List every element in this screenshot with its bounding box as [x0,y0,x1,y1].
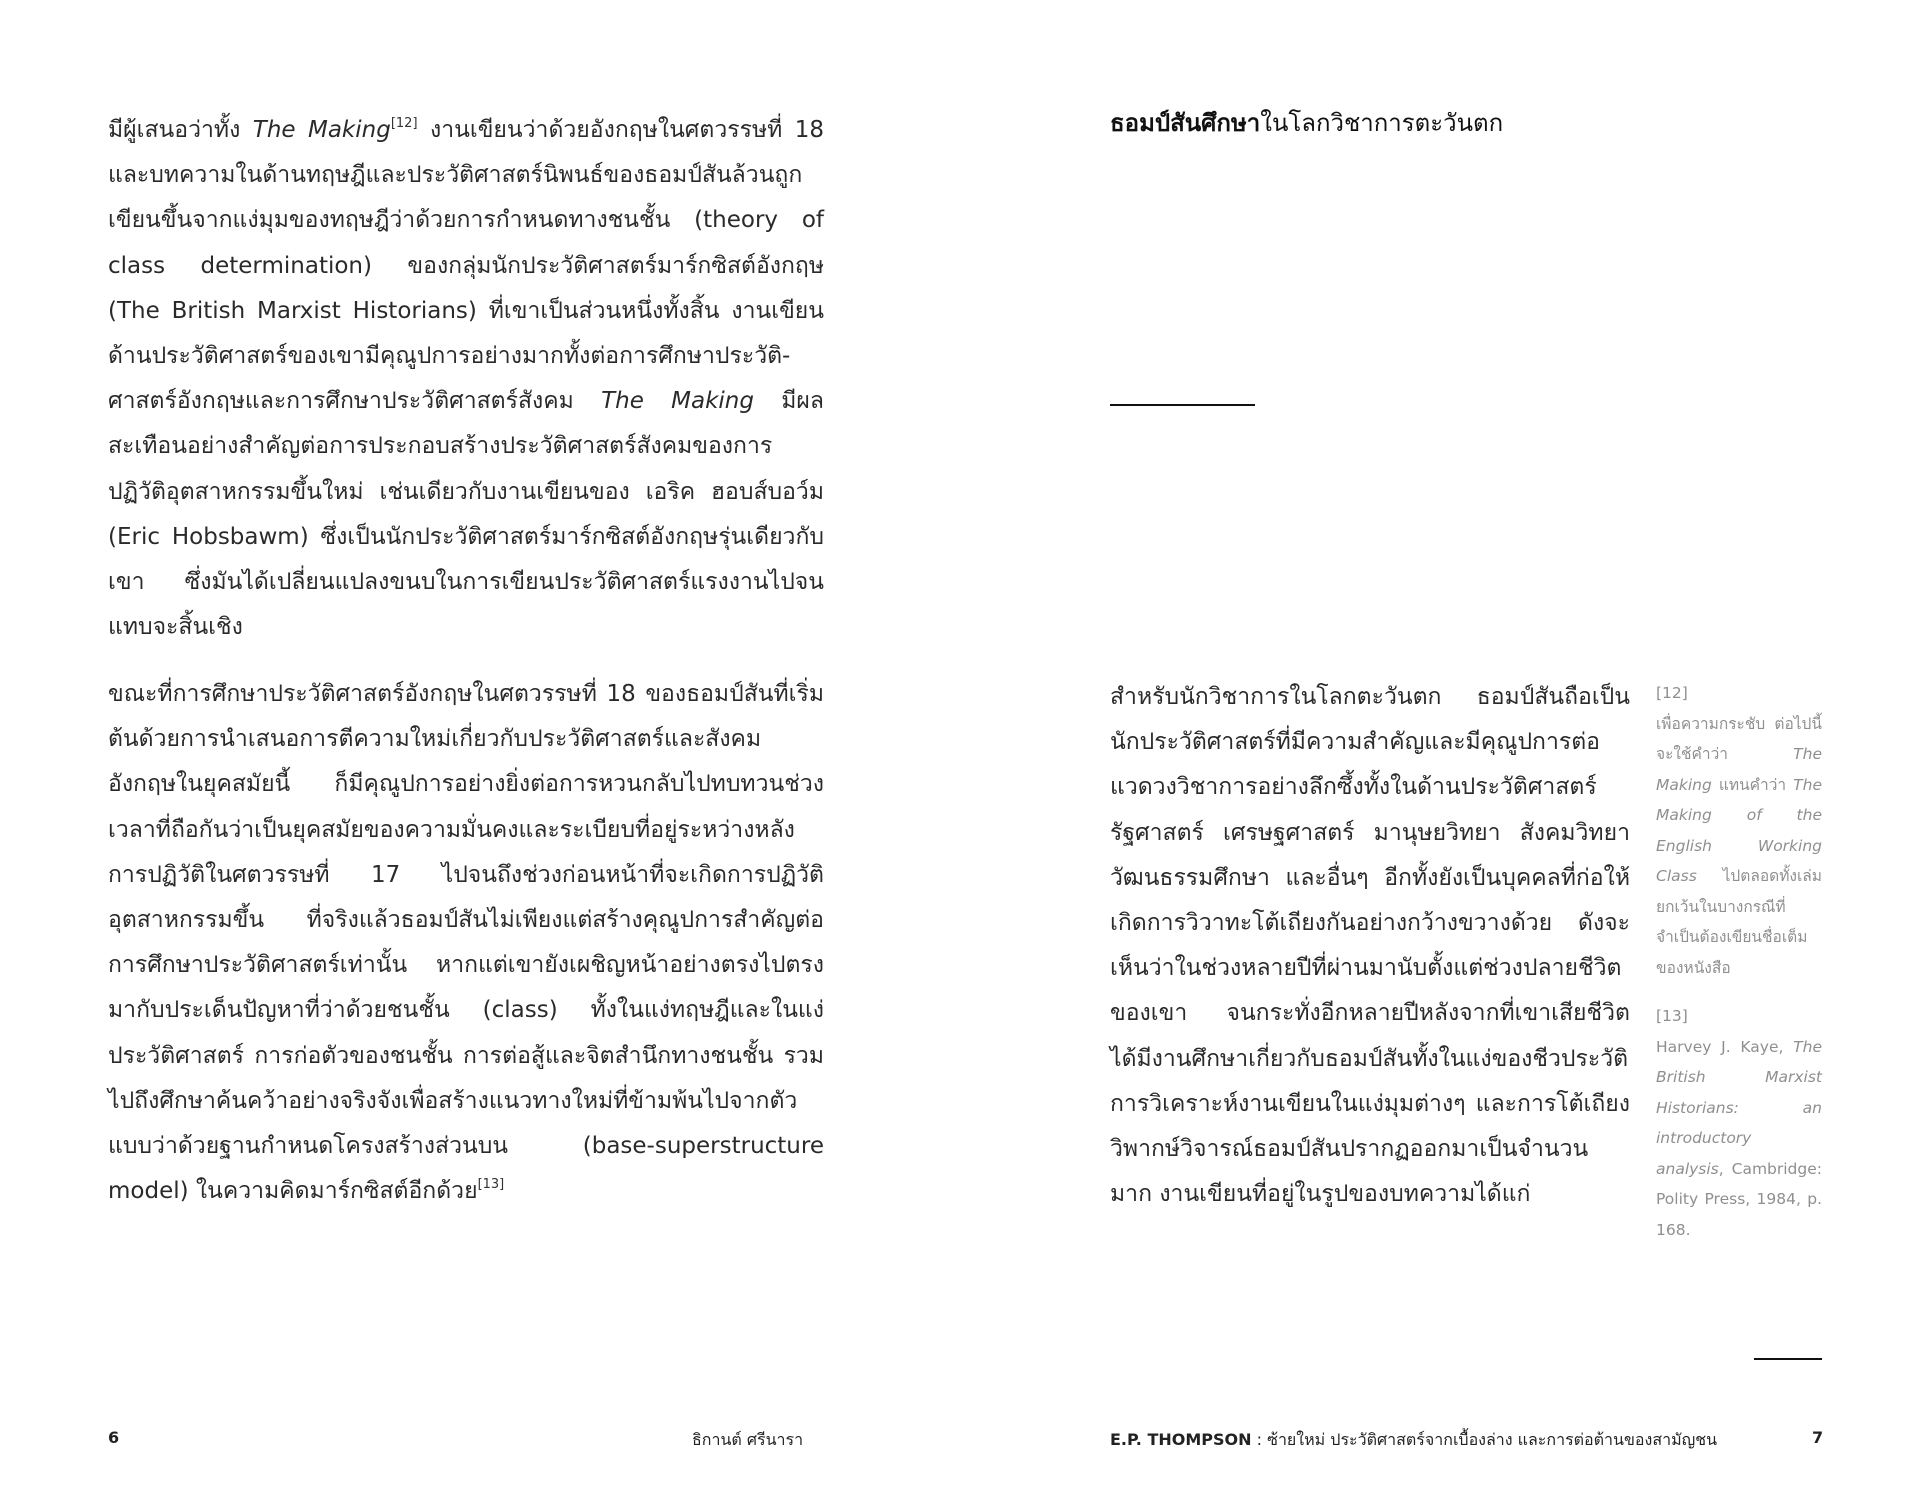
footnote-text: Harvey J. Kaye, [1656,1037,1794,1056]
footnote-13 [1656,1001,1822,1245]
book-title-italic: The Making [601,388,754,415]
paragraph-text: มีผลสะเทือนอย่างสำคัญต่อการประกอบสร้างประวัติศาสตร์สังคมของการปฏิวัติอุตสาหกรรมขึ้นใหม่ เช่นเดียวกับงานเขียนของ เอริค ฮอบส์บอว์ม (Eric Hobsbawm) ซึ่งเป็นนักประวัติศาสตร์มาร์กซิสต์อังกฤษรุ่นเดียวกับเขา ซึ่งมันได้เปลี่ยนแปลงขนบในการเขียนประวัติศาสตร์แรงงานไปจนแทบจะสิ้นเชิง [108,388,824,641]
paragraph-text: ขณะที่การศึกษาประวัติศาสตร์อังกฤษในศตวรรษที่ 18 ของธอมป์สันที่เริ่มต้นด้วยการนำเสนอการตีความใหม่เกี่ยวกับประวัติศาสตร์และสังคมอังกฤษในยุคสมัยนี้ ก็มีคุณูปการอย่างยิ่งต่อการหวนกลับไปทบทวนช่วงเวลาที่ถือกันว่าเป็นยุคสมัยของความมั่นคงและระเบียบที่อยู่ระหว่างหลังการปฏิวัติในศตวรรษที่ 17 ไปจนถึงช่วงก่อนหน้าที่จะเกิดการปฏิวัติอุตสาหกรรมขึ้น ที่จริงแล้วธอมป์สันไม่เพียงแต่สร้างคุณูปการสำคัญต่อการศึกษาประวัติศาสตร์เท่านั้น หากแต่เขายังเผชิญหน้าอย่างตรงไปตรงมากับประเด็นปัญหาที่ว่าด้วยชนชั้น (class) ทั้งในแง่ทฤษฎีและในแง่ประวัติศาสตร์ การก่อตัวของชนชั้น การต่อสู้และจิตสำนึกทางชนชั้น รวมไปถึงศึกษาค้นคว้าอย่างจริงจังเพื่อสร้างแนวทางใหม่ที่ข้ามพ้นไปจากตัวแบบว่าด้วยฐานกำหนดโครงสร้างส่วนบน (base-superstructure model) ในความคิดมาร์กซิสต์อีกด้วย [108,681,824,1205]
running-footer-book-subtitle: : ซ้ายใหม่ ประวัติศาสตร์จากเบื้องล่าง และการต่อต้านของสามัญชน [1251,1430,1718,1449]
footnote-ref-13[interactable]: [13] [477,1177,505,1193]
sidenotes [1656,678,1822,1263]
section-title-bold: ธอมป์สันศึกษา [1110,109,1261,137]
body-paragraph-1 [108,108,824,650]
section-rule [1110,404,1255,406]
footnote-italic: The Making of the English Working Class [1656,775,1822,885]
footnote-italic: The British Marxist Historians: an introductory analysis [1656,1037,1822,1178]
footnote-number: [12] [1656,684,1688,702]
body-paragraph-2 [108,672,824,1214]
running-footer-book [1110,1428,1717,1453]
footnote-italic: The Making [1656,745,1822,794]
notes-end-rule [1754,1358,1822,1360]
body-paragraph-3 [1110,675,1630,1217]
paragraph-text: งานเขียนว่าด้วยอังกฤษในศตวรรษที่ 18 และบทความในด้านทฤษฎีและประวัติศาสตร์นิพนธ์ของธอมป์สันล้วนถูกเขียนขึ้นจากแง่มุมของทฤษฎีว่าด้วยการกำหนดทางชนชั้น (theory of class determination) ของกลุ่มนักประวัติศาสตร์มาร์กซิสต์อังกฤษ (The British Marxist Historians) ที่เขาเป็นส่วนหนึ่งทั้งสิ้น งานเขียนด้านประวัติศาสตร์ของเขามีคุณูปการอย่างมากทั้งต่อการศึกษาประวัติ-ศาสตร์อังกฤษและการศึกษาประวัติศาสตร์สังคม [108,117,824,415]
running-footer-book-name: E.P. THOMPSON [1110,1430,1252,1449]
footnote-text: , Cambridge: Polity Press, 1984, p. 168. [1656,1159,1822,1239]
section-title-rest: ในโลกวิชาการตะวันตก [1260,109,1504,137]
footnote-text: ไปตลอดทั้งเล่ม ยกเว้นในบางกรณีที่จำเป็นต้องเขียนชื่อเต็มของหนังสือ [1656,867,1822,977]
paragraph-text: สำหรับนักวิชาการในโลกตะวันตก ธอมป์สันถือเป็นนักประวัติศาสตร์ที่มีความสำคัญและมีคุณูปการต่อแวดวงวิชาการอย่างลึกซึ้งทั้งในด้านประวัติศาสตร์ รัฐศาสตร์ เศรษฐศาสตร์ มานุษยวิทยา สังคมวิทยา วัฒนธรรมศึกษา และอื่นๆ อีกทั้งยังเป็นบุคคลที่ก่อให้เกิดการวิวาทะโต้เถียงกันอย่างกว้างขวางด้วย ดังจะเห็นว่าในช่วงหลายปีที่ผ่านมานับตั้งแต่ช่วงปลายชีวิตของเขา จนกระทั่งอีกหลายปีหลังจากที่เขาเสียชีวิต ได้มีงานศึกษาเกี่ยวกับธอมป์สันทั้งในแง่ของชีวประวัติ การวิเคราะห์งานเขียนในแง่มุมต่างๆ และการโต้เถียงวิพากษ์วิจารณ์ธอมป์สันปรากฏออกมาเป็นจำนวนมาก งานเขียนที่อยู่ในรูปของบทความได้แก่ [1110,684,1630,1208]
book-title-italic: The Making [252,117,391,143]
footnote-12 [1656,678,1822,983]
footnote-text: แทนคำว่า [1711,775,1794,794]
footnote-text: เพื่อความกระชับ ต่อไปนี้จะใช้คำว่า [1656,714,1822,763]
footnote-number: [13] [1656,1007,1688,1025]
footnote-ref-12[interactable]: [12] [390,116,418,131]
running-footer-author: ธิกานต์ ศรีนารา [692,1430,804,1449]
section-title [1110,106,1503,140]
page-number-right: 7 [1812,1428,1824,1447]
page-number-left: 6 [108,1428,120,1447]
paragraph-text: มีผู้เสนอว่าทั้ง [108,117,253,143]
